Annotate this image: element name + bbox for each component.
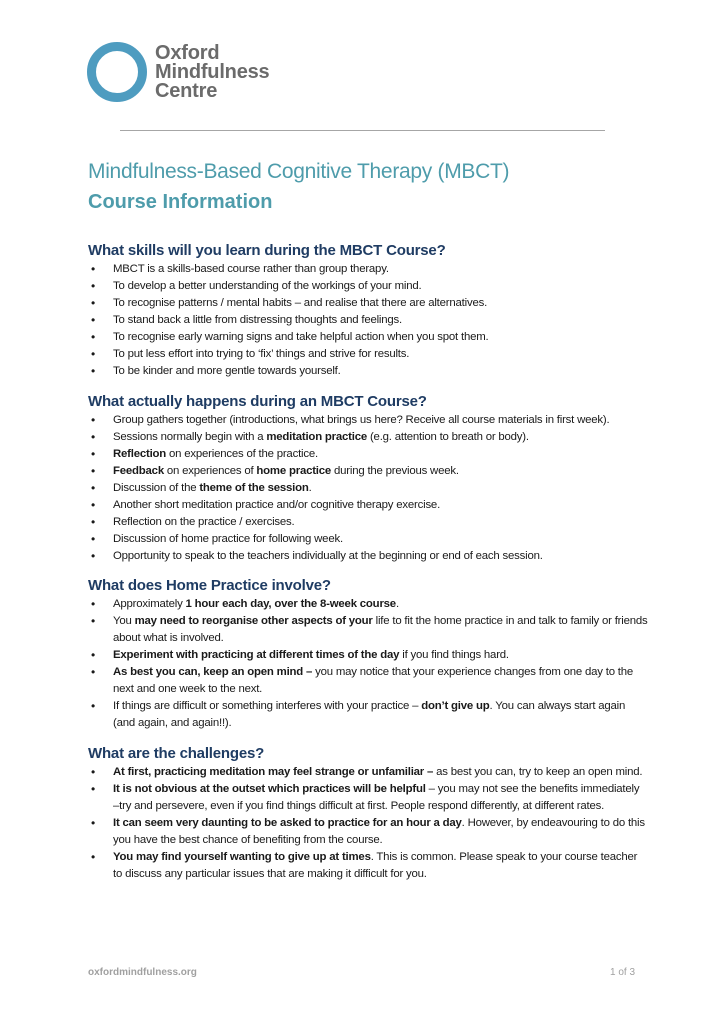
text-run: MBCT is a skills-based course rather than group therapy. <box>113 263 389 275</box>
text-run: . This is common. Please speak to your course teacher to discuss any particular issues that are making it difficult for you. <box>113 851 638 880</box>
section-1 <box>88 241 648 380</box>
bold-text: You may find yourself wanting to give up at times <box>113 851 371 863</box>
section-3 <box>88 576 648 732</box>
section-heading: What are the challenges? <box>88 745 265 762</box>
text-run: during the previous week. <box>331 465 459 477</box>
text-run: To develop a better understanding of the workings of your mind. <box>113 280 422 292</box>
list-item <box>88 346 648 363</box>
list-item <box>88 312 648 329</box>
text-run: To be kinder and more gentle towards yourself. <box>113 365 341 377</box>
logo-ring-icon <box>86 41 148 103</box>
bold-text: As best you can, keep an open mind – <box>113 666 313 678</box>
list-item <box>88 261 648 278</box>
text-run: you may notice that your experience changes from one day to the next and one week to the next. <box>113 666 634 695</box>
list-item <box>88 480 648 497</box>
list-item <box>88 531 648 548</box>
logo <box>86 40 269 104</box>
text-run: on experiences of the practice. <box>166 448 318 460</box>
logo-text <box>155 41 270 102</box>
bold-text: theme of the session <box>199 482 309 494</box>
bold-text: 1 hour each day, over the 8-week course <box>185 598 396 610</box>
bullet-list <box>88 261 648 380</box>
logo-line-3: Centre <box>155 79 218 102</box>
section-heading: What actually happens during an MBCT Course? <box>88 393 427 410</box>
list-item <box>88 463 648 480</box>
list-item <box>88 412 648 429</box>
text-run: Discussion of the <box>113 482 200 494</box>
bold-text: At first, practicing meditation may feel strange or unfamiliar – <box>113 766 434 778</box>
section-spacer <box>88 565 648 576</box>
text-run: To put less effort into trying to ‘fix’ things and strive for results. <box>113 348 410 360</box>
list-item <box>88 278 648 295</box>
text-run: Group gathers together (introductions, what brings us here? Receive all course materials in first week). <box>113 414 610 426</box>
text-run: Sessions normally begin with a <box>113 431 267 443</box>
logo-line-1: Oxford <box>155 41 220 64</box>
text-run: as best you can, try to keep an open mind. <box>433 766 643 778</box>
text-run: . <box>308 482 312 494</box>
list-item <box>88 514 648 531</box>
text-run: Another short meditation practice and/or cognitive therapy exercise. <box>113 499 441 511</box>
text-run: You <box>113 615 135 627</box>
logo-ring <box>92 47 143 98</box>
text-run: if you find things hard. <box>399 649 509 661</box>
bold-text: don’t give up <box>421 700 490 712</box>
header-divider <box>120 130 605 131</box>
text-run: life to fit the home practice in and talk to family or friends about what is involved. <box>113 615 648 644</box>
text-run: To stand back a little from distressing thoughts and feelings. <box>113 314 402 326</box>
text-run: . You can always start again (and again, and again!!). <box>113 700 626 729</box>
list-item <box>88 613 648 647</box>
list-item <box>88 497 648 514</box>
document-body <box>88 241 648 883</box>
text-run: Approximately <box>113 598 186 610</box>
list-item <box>88 596 648 613</box>
list-item <box>88 548 648 565</box>
bold-text: home practice <box>256 465 332 477</box>
bold-text: It can seem very daunting to be asked to practice for an hour a day <box>113 817 462 829</box>
bold-text: meditation practice <box>266 431 367 443</box>
text-run: . <box>395 598 399 610</box>
document-subtitle: Course Information <box>88 191 273 213</box>
text-run: If things are difficult or something interferes with your practice – <box>113 700 422 712</box>
text-run: (e.g. attention to breath or body). <box>367 431 529 443</box>
footer-website[interactable]: oxfordmindfulness.org <box>88 967 197 978</box>
section-heading: What skills will you learn during the MBCT Course? <box>88 242 446 259</box>
list-item <box>88 664 648 698</box>
list-item <box>88 295 648 312</box>
list-item <box>88 781 648 815</box>
list-item <box>88 363 648 380</box>
list-item <box>88 815 648 849</box>
bullet-list <box>88 412 648 565</box>
list-item <box>88 764 648 781</box>
bold-text: Experiment with practicing at different times of the day <box>113 649 400 661</box>
text-run: To recognise patterns / mental habits – and realise that there are alternatives. <box>113 297 488 309</box>
text-run: Discussion of home practice for following week. <box>113 533 343 545</box>
section-2 <box>88 392 648 565</box>
bold-text: Reflection <box>113 448 167 460</box>
text-run: . However, by endeavouring to do this you have the best chance of benefiting from the course. <box>113 817 645 846</box>
bullet-list <box>88 764 648 883</box>
section-spacer <box>88 732 648 744</box>
text-run: on experiences of <box>163 465 257 477</box>
footer-page-number: 1 of 3 <box>610 967 636 978</box>
logo-line-2: Mindfulness <box>155 60 270 83</box>
text-run: Reflection on the practice / exercises. <box>113 516 295 528</box>
bold-text: It is not obvious at the outset which practices will be helpful <box>113 783 426 795</box>
bullet-list <box>88 596 648 732</box>
section-heading: What does Home Practice involve? <box>88 577 331 594</box>
list-item <box>88 446 648 463</box>
list-item <box>88 849 648 883</box>
document-title: Mindfulness-Based Cognitive Therapy (MBCT) <box>88 160 510 183</box>
bold-text: may need to reorganise other aspects of your <box>134 615 373 627</box>
text-run: To recognise early warning signs and take helpful action when you spot them. <box>113 331 489 343</box>
section-spacer <box>88 380 648 392</box>
list-item <box>88 647 648 664</box>
list-item <box>88 698 648 732</box>
bold-text: Feedback <box>113 465 164 477</box>
list-item <box>88 329 648 346</box>
section-4 <box>88 744 648 883</box>
list-item <box>88 429 648 446</box>
text-run: – you may not see the benefits immediately –try and persevere, even if you find things difficult at first. People respond differently, at different rates. <box>113 783 640 812</box>
text-run: Opportunity to speak to the teachers individually at the beginning or end of each session. <box>113 550 543 562</box>
